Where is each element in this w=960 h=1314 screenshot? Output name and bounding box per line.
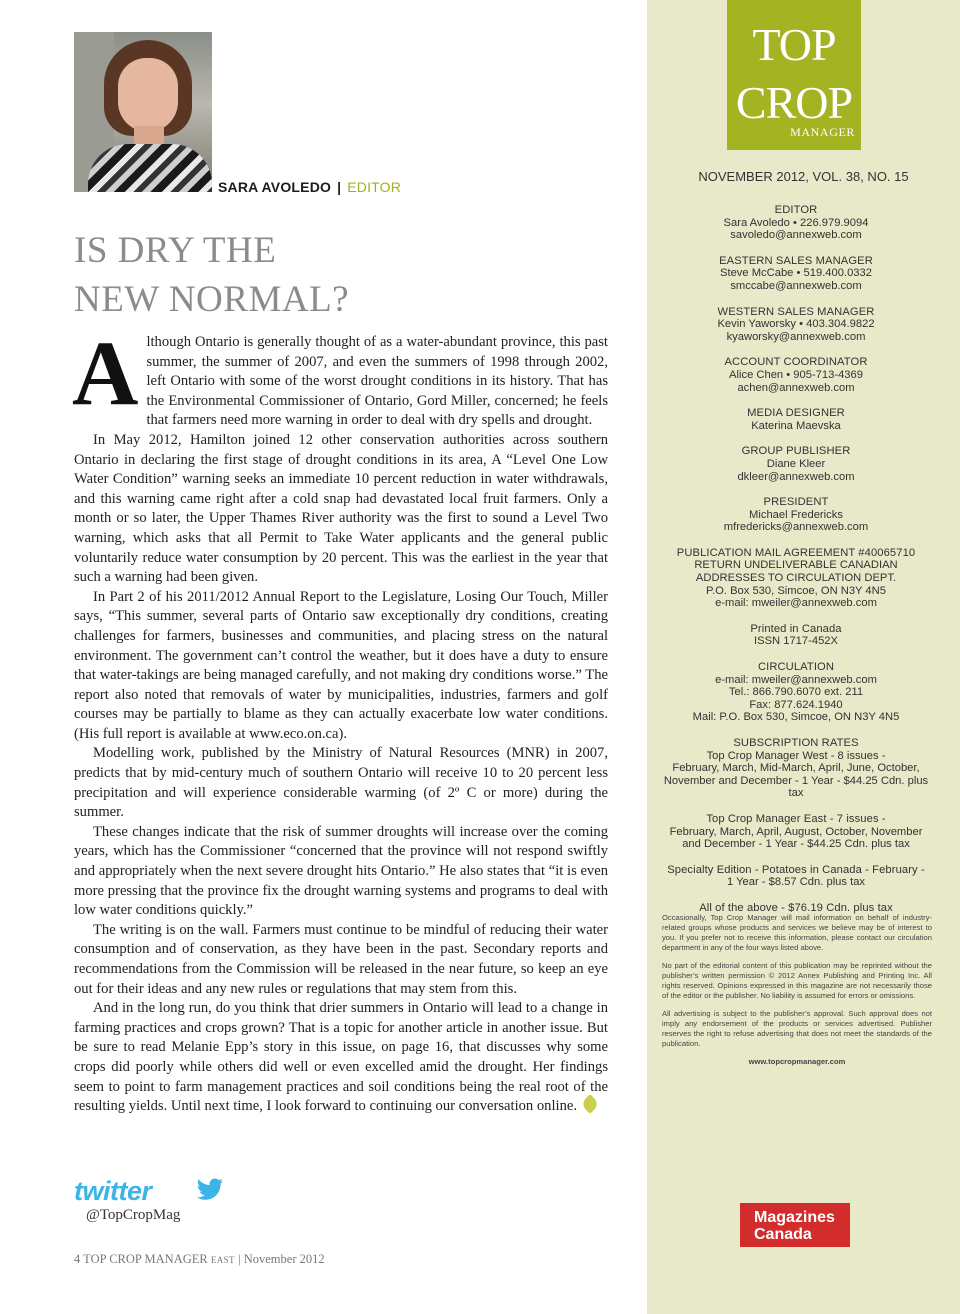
masthead-title: Specialty Edition - Potatoes in Canada - February - <box>667 863 925 876</box>
masthead-line: ISSN 1717-452X <box>754 635 838 648</box>
editor-photo <box>74 32 212 192</box>
author-role: EDITOR <box>347 179 402 195</box>
twitter-handle[interactable]: @TopCropMag <box>86 1207 181 1223</box>
masthead-line: Sara Avoledo • 226.979.9094 <box>723 216 869 229</box>
masthead-title: SUBSCRIPTION RATES <box>733 737 859 749</box>
article-paragraph: Modelling work, published by the Ministry of Natural Resources (MNR) in 2007, predicts that by mid-century much of southern Ontario will receive 10 to 20 percent less precipitation and will experience considerable warming (of 2º C or more) during the summer. <box>74 745 608 821</box>
page-footer <box>74 1252 325 1267</box>
masthead-title: WESTERN SALES MANAGER <box>717 305 875 318</box>
masthead-block <box>660 623 932 648</box>
issue-info: NOVEMBER 2012, VOL. 38, NO. 15 <box>698 169 909 184</box>
masthead-line: Katerina Maevska <box>751 419 841 432</box>
byline-separator: | <box>337 179 342 195</box>
masthead-line: Diane Kleer <box>766 457 826 470</box>
masthead-block <box>660 496 932 534</box>
article-paragraph: In May 2012, Hamilton joined 12 other conservation authorities across southern Ontario in declaring the first stage of drought conditions in its area, A “Level One Low Water Condition” warning seeks an immediate 10 percent reduction in water withdrawals, and this warning came right after a cold snap had devastated local fruit farmers. Only a month or so later, the Upper Thames River authority was the first to sound a Level Two warning, which asks that all Permit to Take Water applicants and the general public voluntarily reduce water consumption by 20 percent. This was the earliest in the year that such a warning had been given. <box>74 431 608 586</box>
article-body <box>72 322 608 1117</box>
website-link[interactable]: www.topcropmanager.com <box>748 1057 846 1066</box>
masthead-line: November and December - 1 Year - $44.25 Cdn. plus tax <box>663 774 929 800</box>
author-name: SARA AVOLEDO <box>218 179 332 195</box>
masthead-block <box>660 255 932 293</box>
twitter-logo[interactable]: twitter <box>74 1176 152 1206</box>
masthead-block <box>660 356 932 394</box>
masthead-title: ACCOUNT COORDINATOR <box>724 356 868 369</box>
masthead-block <box>660 445 932 483</box>
footer-date: November 2012 <box>243 1252 325 1266</box>
masthead-line: e-mail: mweiler@annexweb.com <box>715 673 877 686</box>
masthead-line: and December - 1 Year - $44.25 Cdn. plus tax <box>682 838 910 851</box>
masthead-title: EDITOR <box>774 204 818 216</box>
masthead-line: kyaworsky@annexweb.com <box>726 330 866 343</box>
masthead-line: Top Crop Manager West - 8 issues - <box>706 749 886 762</box>
masthead-block <box>660 813 932 851</box>
masthead-line: February, March, April, August, October, November <box>669 825 923 838</box>
masthead-line: smccabe@annexweb.com <box>730 279 862 292</box>
masthead-block <box>660 547 932 610</box>
article-paragraph <box>72 322 608 431</box>
masthead-line: Mail: P.O. Box 530, Simcoe, ON N3Y 4N5 <box>692 711 900 724</box>
masthead-block <box>660 306 932 344</box>
logo-top: TOP <box>752 19 836 70</box>
masthead-block <box>660 737 932 800</box>
masthead-title: CIRCULATION <box>757 661 835 674</box>
masthead-title: Printed in Canada <box>750 622 842 635</box>
drop-cap: A <box>72 322 139 424</box>
masthead-title: MEDIA DESIGNER <box>747 407 845 420</box>
masthead-line: February, March, Mid-March, April, June, October, <box>672 762 920 775</box>
masthead-title: PRESIDENT <box>763 496 829 509</box>
page-number: 4 <box>74 1252 81 1266</box>
fine-print <box>662 913 932 1067</box>
masthead-line: Michael Fredericks <box>749 508 843 521</box>
masthead-block <box>660 864 932 889</box>
magcan-line-2: Canada <box>754 1226 812 1243</box>
logo-crop: CROP <box>735 77 853 128</box>
masthead-line: Tel.: 866.790.6070 ext. 211 <box>728 686 864 699</box>
top-crop-manager-logo <box>727 0 861 150</box>
masthead-title: PUBLICATION MAIL AGREEMENT #40065710 <box>676 546 916 559</box>
masthead-title: Top Crop Manager East - 7 issues - <box>706 812 886 825</box>
maple-leaf-icon <box>580 1094 600 1114</box>
logo-manager: MANAGER <box>790 125 855 139</box>
article-paragraph: These changes indicate that the risk of summer droughts will increase over the coming years, which has the Commissioner “concerned that the province will not respond swiftly and appropriately when the next severe drought hits Ontario.” He also states that “it is even more pressing that the province fix the drought warning systems and programs to deal with low water conditions quickly.” <box>74 823 608 919</box>
fine-print-paragraph: No part of the editorial content of this publication may be reprinted without the publisher’s written permission © 2012 Annex Publishing and Printing Inc. All rights reserved. Opinions expressed in this magazine are not necessarily those of the editor or the publisher. No liability is assumed for errors or omissions. <box>662 961 932 1000</box>
footer-edition: EAST <box>210 1255 235 1265</box>
masthead-line: 1 Year - $8.57 Cdn. plus tax <box>726 876 866 889</box>
masthead-line: RETURN UNDELIVERABLE CANADIAN <box>694 559 898 572</box>
footer-magazine: TOP CROP MANAGER <box>83 1252 208 1266</box>
masthead-block <box>660 204 932 242</box>
masthead-line: e-mail: mweiler@annexweb.com <box>715 597 877 610</box>
masthead-title: All of the above - $76.19 Cdn. plus tax <box>699 901 893 914</box>
article-paragraph <box>74 999 608 1117</box>
masthead-list <box>660 204 932 928</box>
masthead-line: achen@annexweb.com <box>737 381 855 394</box>
headline-line-2: NEW NORMAL? <box>74 279 350 320</box>
paragraph-text: lthough Ontario is generally thought of as a water-abundant province, this past summer, the summer of 2007, and even the summers of 1998 through 2002, left Ontario with some of the worst drought conditions in its history. That has the Environmental Commissioner of Ontario, Gord Miller, concerned; he feels that farmers need more warning in order to deal with dry spells and drought. <box>146 334 608 429</box>
article-paragraph: In Part 2 of his 2011/2012 Annual Report to the Legislature, Losing Our Touch, Miller says, “This summer, several parts of Ontario saw exceptionally dry conditions, creating challenges for farmers, businesses and communities, and placing stress on the natural environment. The government can’t control the weather, but it does have a duty to ensure that water-takings are being managed carefully, and not making dry conditions worse.” The report also noted that removals of water by municipalities, industries, farmers and golf courses may be partially to blame as they can actually exacerbate low water conditions. (His full report is available at www.eco.on.ca). <box>74 588 608 742</box>
fine-print-paragraph: Occasionally, Top Crop Manager will mail information on behalf of industry-related groups whose products and services we believe may be of interest to you. If you prefer not to receive this information, please contact our circulation department in any of the four ways listed above. <box>662 913 932 952</box>
masthead-title: EASTERN SALES MANAGER <box>719 254 873 267</box>
masthead-line: Steve McCabe • 519.400.0332 <box>720 267 872 280</box>
masthead-line: Alice Chen • 905-713-4369 <box>729 368 863 381</box>
masthead-line: Kevin Yaworsky • 403.304.9822 <box>717 318 875 331</box>
article-paragraph: The writing is on the wall. Farmers must continue to be mindful of reducing their water consumption and of conservation, as they have been in the past. Secondary reports and recommendations from the Commission will be released in the near future, so keep an eye out for their ideas and any new rules or regulations that may stem from this. <box>74 921 608 997</box>
masthead-line: ADDRESSES TO CIRCULATION DEPT. <box>695 572 897 585</box>
masthead-block <box>660 661 932 724</box>
magazines-canada-logo <box>740 1203 850 1247</box>
masthead-line: P.O. Box 530, Simcoe, ON N3Y 4N5 <box>706 584 886 597</box>
footer-separator: | <box>238 1252 241 1266</box>
masthead-line: Fax: 877.624.1940 <box>749 698 843 711</box>
paragraph-text: And in the long run, do you think that drier summers in Ontario will lead to a change in farming practices and crops grown? That is a topic for another article in another issue. But be sure to read Melanie Epp’s story in this issue, on page 16, that discusses why some crops did poorly while others did well or even excelled amid the drought. Her findings seem to point to farm management practices and soil conditions being the real root of the resulting yields. Until next time, I look forward to continuing our conversation online. <box>74 1000 608 1115</box>
headline-line-1: IS DRY THE <box>74 230 277 271</box>
magcan-line-1: Magazines <box>754 1209 835 1226</box>
fine-print-paragraph: All advertising is subject to the publisher’s approval. Such approval does not imply any endorsement of the products or services advertised. Publisher reserves the right to refuse advertising that does not meet the standards of the publication. <box>662 1009 932 1048</box>
byline <box>218 179 401 195</box>
masthead-line: mfredericks@annexweb.com <box>723 521 869 534</box>
masthead-line: savoledo@annexweb.com <box>730 229 862 242</box>
masthead-title: GROUP PUBLISHER <box>741 445 851 458</box>
masthead-line: dkleer@annexweb.com <box>737 470 855 483</box>
masthead-block <box>660 407 932 432</box>
headline <box>74 226 634 324</box>
twitter-bird-icon <box>196 1178 224 1200</box>
